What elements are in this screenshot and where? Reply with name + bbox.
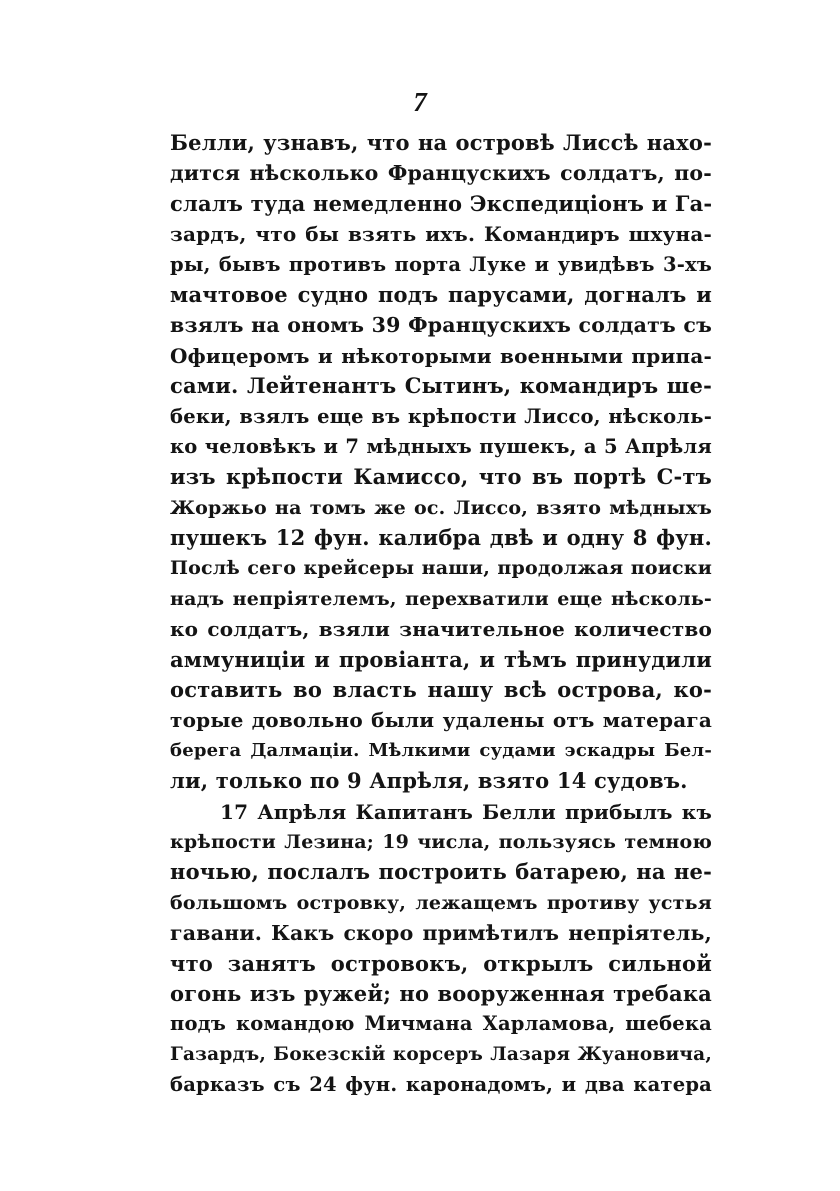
text-line: что занятъ островокъ, открылъ сильной [170,950,712,976]
text-line: мачтовое судно подъ парусами, догналъ и [170,281,712,307]
text-line: слалъ туда немедленно Экспедиціонъ и Га- [170,190,713,216]
paragraph-end-line: ли, только по 9 Апрѣля, взято 14 судовъ. [170,768,688,794]
page-number: 7 [413,87,427,117]
text-line: крѣпости Лезина; 19 числа, пользуясь темною [170,830,712,853]
text-line: ры, бывъ противъ порта Луке и увидѣвъ 3-хъ [170,252,712,276]
text-line: зардъ, что бы взять ихъ. Командиръ шхуна- [170,222,712,247]
text-line: барказъ съ 24 фун. каронадомъ, и два катера [170,1073,712,1097]
text-line: пушекъ 12 фун. калибра двѣ и одну 8 фун. [170,525,712,551]
text-line: Газардъ, Бокезскій корсеръ Лазаря Жуановича, [170,1043,712,1065]
text-line: гавани. Какъ скоро примѣтилъ непріятель, [170,921,712,946]
text-line: ночью, послалъ построить батарею, на не- [170,859,712,885]
text-line: дится нѣсколько Француcкихъ солдатъ, по- [170,161,712,186]
text-line: большомъ островку, лежащемъ противу устья [170,891,712,914]
text-line: Жоржьо на томъ же ос. Лиссо, взято мѣдныхъ [170,496,712,519]
text-line: оставить во власть нашу всѣ острова, ко- [170,677,712,703]
text-line: ко солдатъ, взяли значительное количество [170,617,712,642]
text-line: огонь изъ ружей; но вооруженная требака [170,980,712,1006]
body-text [170,128,712,1101]
text-line: надъ непріятелемъ, перехватили еще нѣсколь- [170,587,712,610]
text-line: аммуниціи и провіанта, и тѣмъ принудили [170,646,712,672]
text-line: торые довольно были удалены отъ матерага [170,708,712,733]
text-line: подъ командою Мичмана Харламова, шебека [170,1012,712,1036]
text-line: ко человѣкъ и 7 мѣдныхъ пушекъ, а 5 Апрѣля [170,434,712,458]
paragraph-start-line: 17 Апрѣля Капитанъ Белли прибылъ къ [220,799,712,824]
text-line: Послѣ сего крейсеры наши, продолжая поиски [170,557,712,580]
text-line: беки, взялъ еще въ крѣпости Лиссо, нѣсколь- [170,404,712,428]
text-line: Офицеромъ и нѣкоторыми военными припа- [170,343,712,368]
text-line: берега Далмаціи. Мѣлкими судами эскадры Бел- [170,739,712,761]
text-line: взялъ на ономъ 39 Францускихъ солдатъ съ [170,313,712,338]
text-line: Белли, узнавъ, что на островѣ Лиссѣ нахо- [170,130,712,155]
text-line: сами. Лейтенантъ Сытинъ, командиръ ше- [170,373,712,399]
text-line: изъ крѣпости Камиссо, что въ портѣ С-тъ [170,464,712,490]
